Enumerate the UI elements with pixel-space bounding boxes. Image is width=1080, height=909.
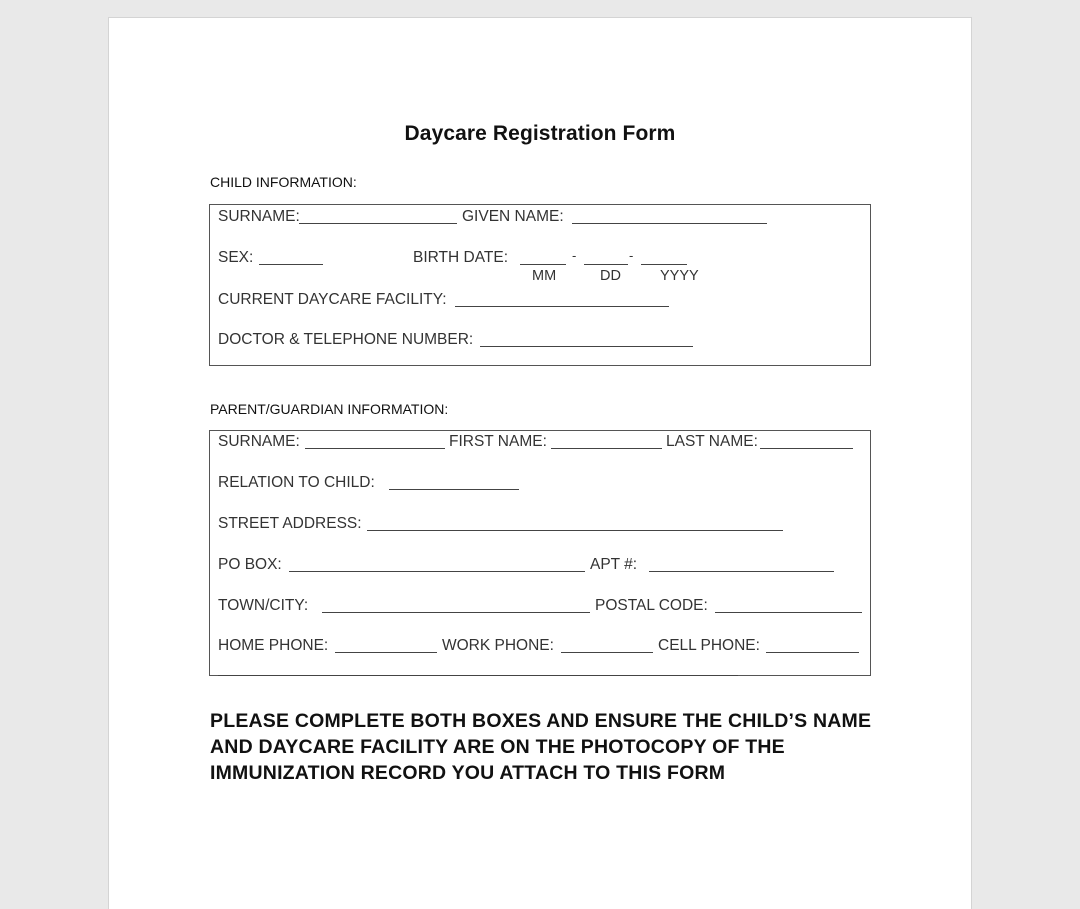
parent-guardian-heading: PARENT/GUARDIAN INFORMATION:	[210, 401, 449, 417]
daycare-facility-label: CURRENT DAYCARE FACILITY:	[218, 291, 447, 308]
birth-date-separator: -	[629, 248, 634, 263]
child-surname-field[interactable]	[299, 223, 457, 224]
doctor-telephone-field[interactable]	[480, 346, 693, 347]
child-sex-label: SEX:	[218, 249, 254, 266]
cell-phone-label: CELL PHONE:	[658, 637, 760, 654]
birth-date-mm-caption: MM	[532, 268, 557, 284]
birth-date-yyyy-caption: YYYY	[660, 268, 699, 284]
instruction-notice: PLEASE COMPLETE BOTH BOXES AND ENSURE THE CHILD’S NAME AND DAYCARE FACILITY ARE ON THE PHOTOCOPY OF THE IMMUNIZATION RECORD YOU ATTACH TO THIS FORM	[210, 710, 872, 784]
po-box-field[interactable]	[289, 571, 585, 572]
child-given-name-field[interactable]	[572, 223, 767, 224]
town-city-label: TOWN/CITY:	[218, 597, 309, 614]
birth-date-separator: -	[572, 248, 577, 263]
home-phone-label: HOME PHONE:	[218, 637, 329, 654]
street-address-field[interactable]	[367, 530, 783, 531]
apt-field[interactable]	[649, 571, 834, 572]
birth-date-day-field[interactable]	[584, 264, 628, 265]
daycare-facility-field[interactable]	[455, 306, 669, 307]
birth-date-label: BIRTH DATE:	[413, 249, 509, 266]
apt-label: APT #:	[590, 556, 638, 573]
birth-date-dd-caption: DD	[600, 268, 621, 284]
child-sex-field[interactable]	[259, 264, 323, 265]
town-city-field[interactable]	[322, 612, 590, 613]
child-given-name-label: GIVEN NAME:	[462, 208, 564, 225]
relation-to-child-label: RELATION TO CHILD:	[218, 474, 375, 491]
postal-code-field[interactable]	[715, 612, 862, 613]
doctor-telephone-label: DOCTOR & TELEPHONE NUMBER:	[218, 331, 474, 348]
parent-first-name-label: FIRST NAME:	[449, 433, 547, 450]
parent-last-name-field[interactable]	[760, 448, 853, 449]
birth-date-month-field[interactable]	[520, 264, 566, 265]
postal-code-label: POSTAL CODE:	[595, 597, 708, 614]
parent-first-name-field[interactable]	[551, 448, 662, 449]
cell-phone-field[interactable]	[766, 652, 859, 653]
parent-last-name-label: LAST NAME:	[666, 433, 758, 450]
parent-surname-label: SURNAME:	[218, 433, 300, 450]
child-information-heading: CHILD INFORMATION:	[210, 174, 357, 190]
parent-guardian-box	[209, 430, 871, 676]
relation-to-child-field[interactable]	[389, 489, 519, 490]
home-phone-field[interactable]	[335, 652, 437, 653]
work-phone-label: WORK PHONE:	[442, 637, 554, 654]
form-title: Daycare Registration Form	[404, 122, 676, 145]
street-address-label: STREET ADDRESS:	[218, 515, 362, 532]
work-phone-field[interactable]	[561, 652, 653, 653]
parent-surname-field[interactable]	[305, 448, 445, 449]
birth-date-year-field[interactable]	[641, 264, 687, 265]
po-box-label: PO BOX:	[218, 556, 282, 573]
bottom-rule	[218, 675, 738, 676]
document-page	[108, 17, 972, 909]
child-surname-label: SURNAME:	[218, 208, 300, 225]
child-information-box	[209, 204, 871, 366]
